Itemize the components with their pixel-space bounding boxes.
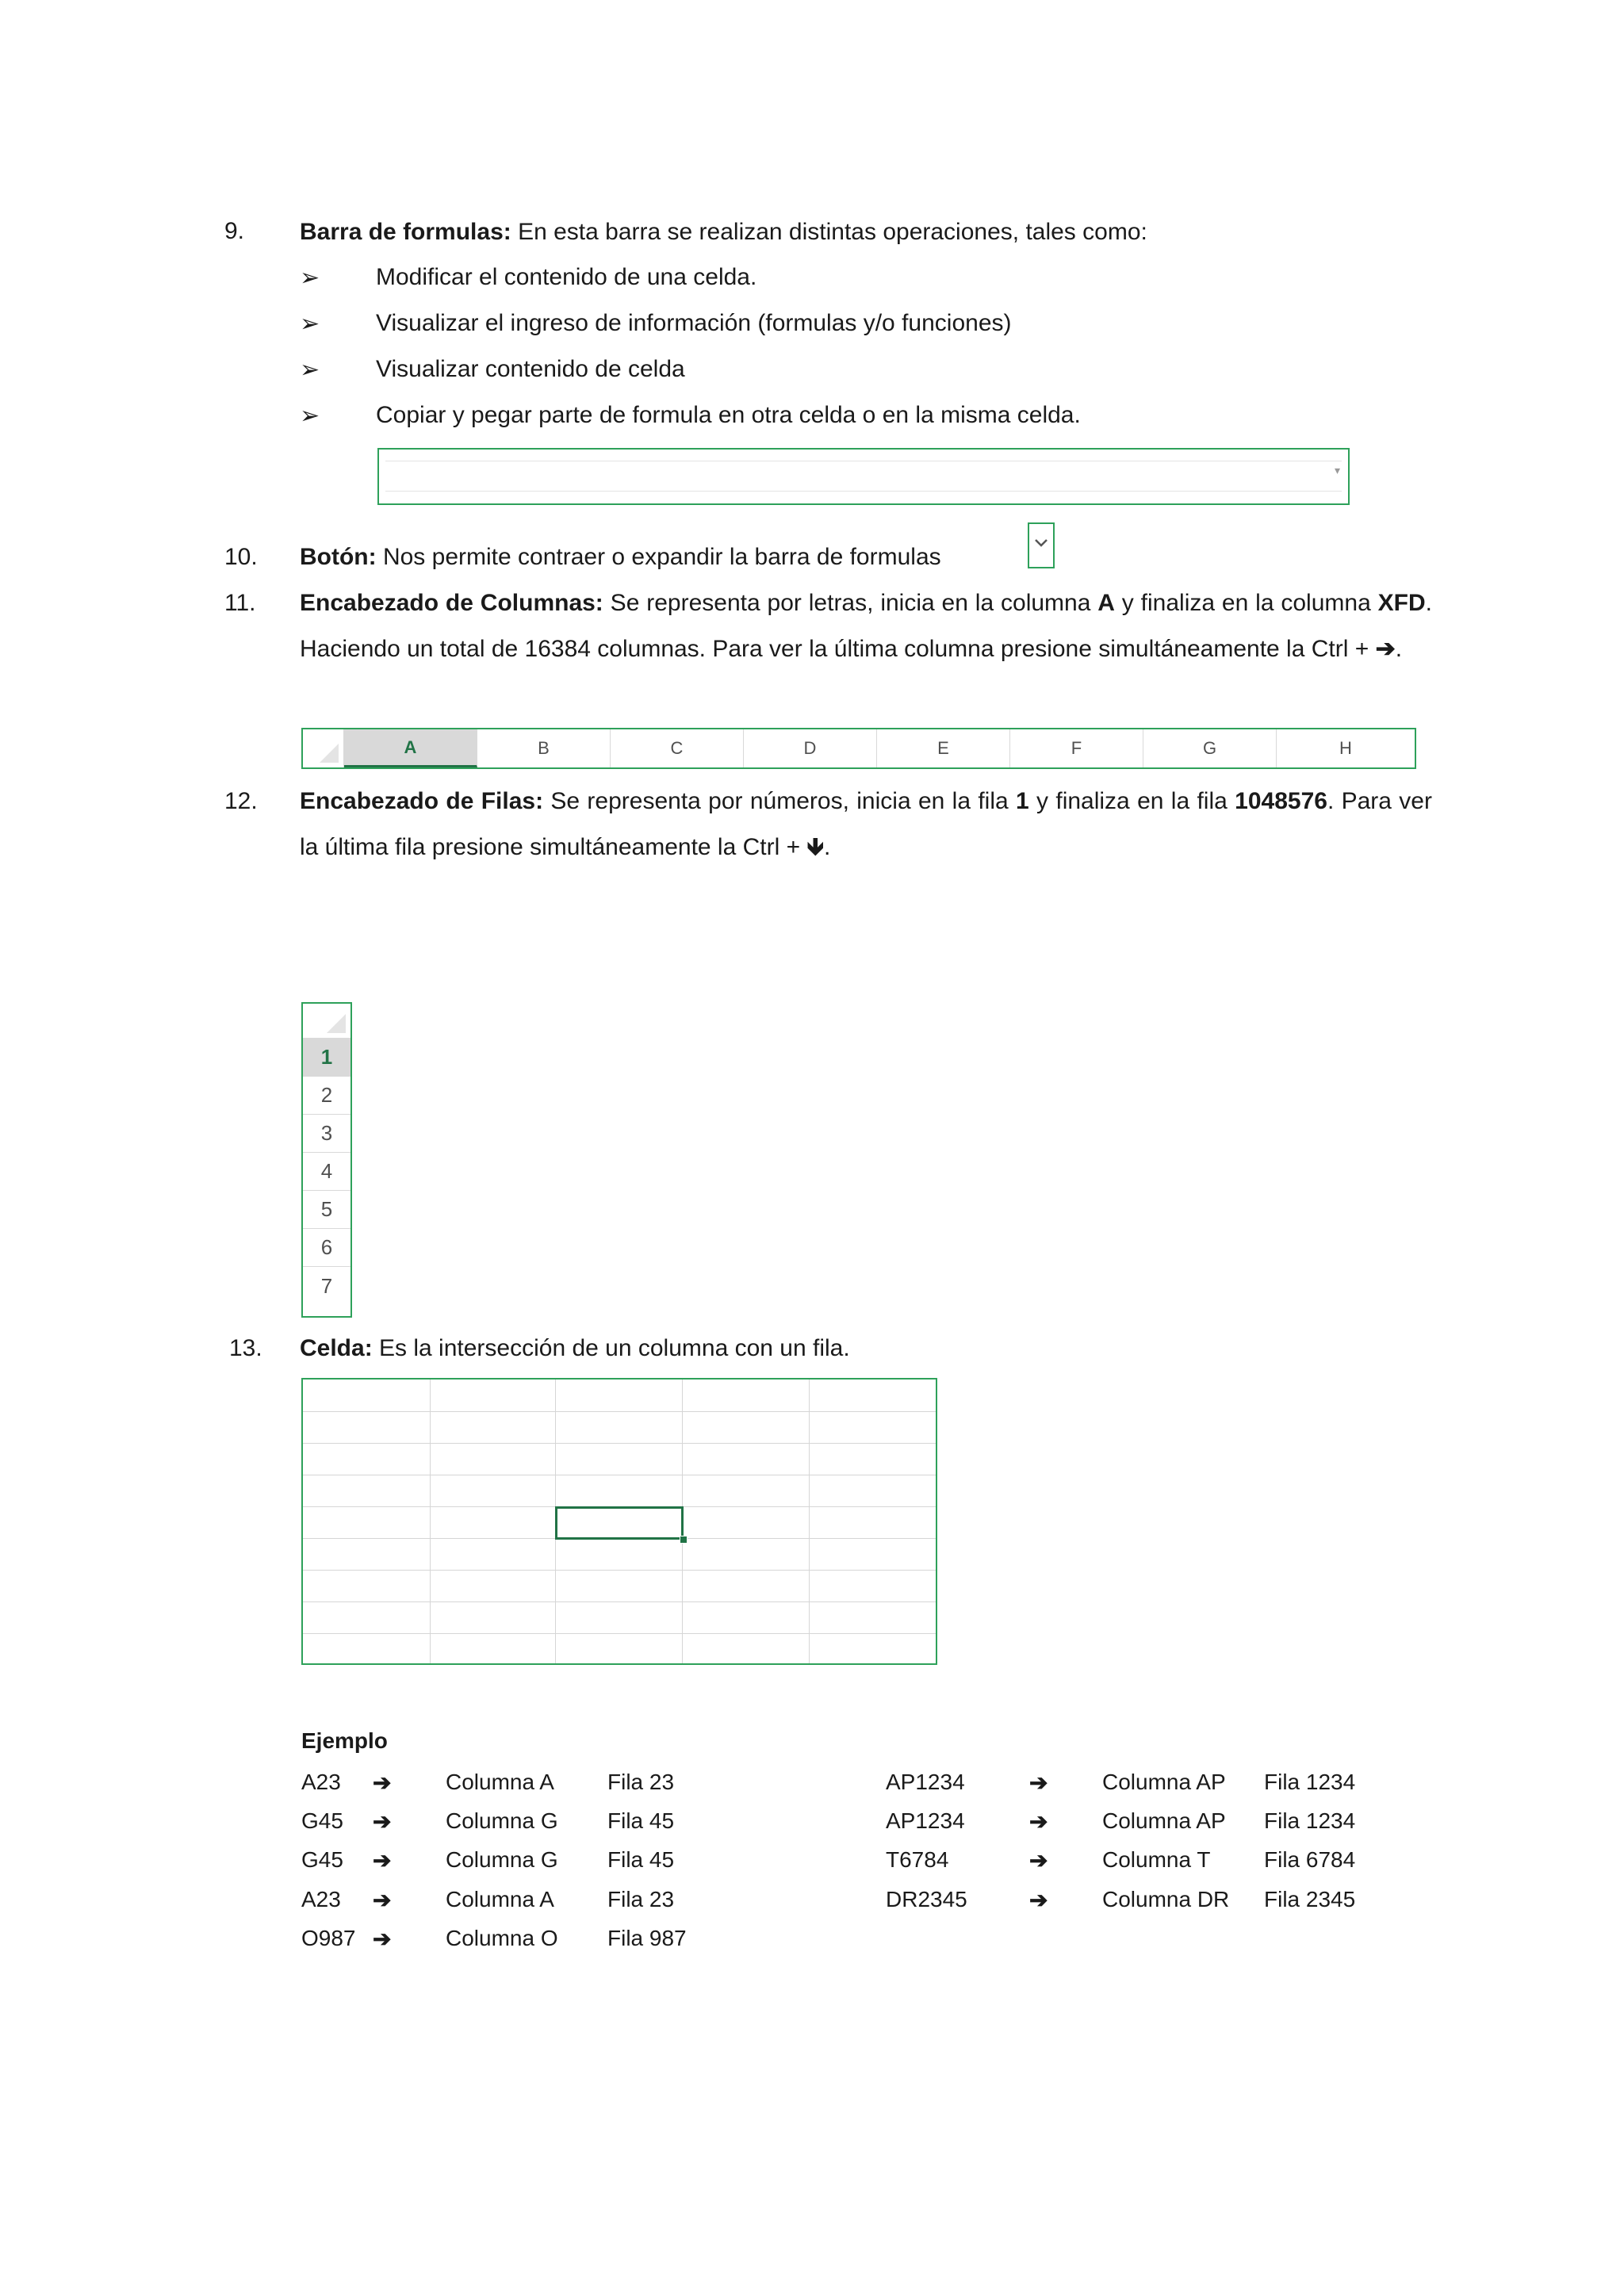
row-header-7[interactable]: 7	[320, 1273, 333, 1298]
column-header-f[interactable]: F	[1010, 729, 1143, 767]
cell-reference: G45	[301, 1847, 343, 1872]
column-name: Columna G	[446, 1808, 558, 1833]
column-header-c[interactable]: C	[611, 729, 744, 767]
formula-bar-figure	[377, 448, 1350, 505]
row-name: Fila 45	[607, 1847, 675, 1872]
right-arrow-icon: ➔	[373, 1770, 392, 1795]
right-arrow-icon: ➔	[373, 1848, 392, 1873]
column-header-a[interactable]: A	[344, 729, 477, 767]
column-header-g[interactable]: G	[1143, 729, 1277, 767]
cell-reference: AP1234	[886, 1770, 965, 1794]
right-arrow-icon: ➔	[1029, 1888, 1048, 1912]
right-arrow-icon: ➔	[1375, 636, 1396, 662]
column-name: Columna AP	[1102, 1808, 1226, 1833]
row-header-5[interactable]: 5	[303, 1191, 350, 1229]
row-header-1[interactable]: 1	[303, 1039, 350, 1077]
chevron-down-icon[interactable]	[1028, 522, 1055, 568]
last-row-label: 1048576	[1235, 788, 1327, 814]
column-header-b[interactable]: B	[477, 729, 611, 767]
section-12-paragraph	[300, 779, 1432, 871]
section-11-number: 11.	[224, 590, 256, 616]
cell-grid-figure	[301, 1378, 937, 1665]
section-13-text: Es la intersección de un columna con un fila.	[372, 1335, 850, 1361]
right-arrow-icon: ➔	[1029, 1770, 1048, 1795]
column-name: Columna DR	[1102, 1887, 1230, 1911]
fill-handle[interactable]	[680, 1536, 688, 1544]
section-12-text: Se representa por números, inicia en la fila	[543, 788, 1017, 814]
bullet-marker: ➢	[300, 311, 320, 337]
column-name: Columna G	[446, 1847, 558, 1872]
section-12-text: . Para ver la última fila presione simultáneamente la Ctrl +	[300, 788, 1432, 860]
select-all-corner[interactable]	[303, 1004, 350, 1039]
section-11-text: . Haciendo un total de 16384 columnas. Para ver la última columna presione simultáneamente la Ctrl +	[300, 590, 1432, 662]
cell-reference: O987	[301, 1926, 356, 1950]
right-arrow-icon: ➔	[373, 1927, 392, 1951]
right-arrow-icon: ➔	[373, 1809, 392, 1834]
section-9-paragraph	[300, 209, 1434, 255]
right-arrow-icon: ➔	[373, 1888, 392, 1912]
section-13-paragraph	[300, 1326, 1434, 1372]
active-cell[interactable]	[555, 1506, 684, 1540]
section-12-text: y finaliza en la fila	[1028, 788, 1235, 814]
row-name: Fila 2345	[1264, 1887, 1356, 1911]
column-header-h[interactable]: H	[1339, 738, 1352, 758]
section-10-number: 10.	[224, 544, 258, 570]
row-header-figure	[301, 1002, 352, 1318]
bullet-item: Visualizar el ingreso de información (formulas y/o funciones)	[376, 310, 1012, 336]
formula-bar-expand-icon[interactable]: ▾	[1334, 464, 1340, 476]
formula-bar-input[interactable]	[385, 462, 1324, 489]
column-name: Columna A	[446, 1770, 554, 1794]
last-column-label: XFD	[1377, 590, 1426, 616]
section-11-title: Encabezado de Columnas:	[300, 590, 603, 616]
bullet-marker: ➢	[300, 403, 320, 429]
section-10-paragraph	[300, 534, 1434, 580]
cell-reference: AP1234	[886, 1808, 965, 1833]
section-9-title: Barra de formulas:	[300, 219, 511, 245]
row-header-4[interactable]: 4	[303, 1153, 350, 1191]
section-13-number: 13.	[229, 1335, 262, 1361]
row-name: Fila 45	[607, 1808, 675, 1833]
row-header-6[interactable]: 6	[303, 1229, 350, 1267]
cell-reference: DR2345	[886, 1887, 967, 1911]
section-9-number: 9.	[224, 218, 245, 244]
row-header-2[interactable]: 2	[303, 1077, 350, 1115]
section-10-title: Botón:	[300, 544, 377, 570]
column-name: Columna A	[446, 1887, 554, 1911]
column-header-figure	[301, 728, 1416, 769]
bullet-item: Visualizar contenido de celda	[376, 356, 685, 382]
row-name: Fila 6784	[1264, 1847, 1356, 1872]
column-header-e[interactable]: E	[877, 729, 1010, 767]
column-name: Columna O	[446, 1926, 558, 1950]
cell-reference: A23	[301, 1887, 341, 1911]
bullet-marker: ➢	[300, 357, 320, 383]
section-11-text: .	[1395, 636, 1403, 662]
select-all-corner[interactable]	[303, 729, 344, 767]
column-name: Columna T	[1102, 1847, 1211, 1872]
column-name: Columna AP	[1102, 1770, 1226, 1794]
row-name: Fila 987	[607, 1926, 687, 1950]
bullet-item: Modificar el contenido de una celda.	[376, 264, 757, 290]
section-12-number: 12.	[224, 788, 258, 814]
example-title: Ejemplo	[301, 1728, 388, 1753]
section-11-paragraph	[300, 580, 1432, 672]
bullet-marker: ➢	[300, 265, 320, 291]
column-header-d[interactable]: D	[744, 729, 877, 767]
section-13-title: Celda:	[300, 1335, 373, 1361]
bullet-item: Copiar y pegar parte de formula en otra celda o en la misma celda.	[376, 402, 1081, 428]
row-name: Fila 23	[607, 1770, 675, 1794]
section-11-text: y finaliza en la columna	[1114, 590, 1378, 616]
section-11-text: Se representa por letras, inicia en la columna	[603, 590, 1098, 616]
row-name: Fila 1234	[1264, 1770, 1356, 1794]
cell-reference: A23	[301, 1770, 341, 1794]
section-12-text: .	[824, 834, 831, 860]
section-12-title: Encabezado de Filas:	[300, 788, 544, 814]
right-arrow-icon: ➔	[1029, 1809, 1048, 1834]
row-name: Fila 1234	[1264, 1808, 1356, 1833]
first-row-label: 1	[1016, 788, 1029, 814]
section-9-text: En esta barra se realizan distintas operaciones, tales como:	[511, 219, 1147, 245]
row-name: Fila 23	[607, 1887, 675, 1911]
cell-reference: G45	[301, 1808, 343, 1833]
cell-reference: T6784	[886, 1847, 949, 1872]
section-10-text: Nos permite contraer o expandir la barra de formulas	[376, 544, 941, 570]
right-arrow-icon: ➔	[1029, 1848, 1048, 1873]
down-arrow-icon: 🡻	[806, 834, 825, 860]
first-column-label: A	[1097, 590, 1115, 616]
row-header-3[interactable]: 3	[303, 1115, 350, 1153]
